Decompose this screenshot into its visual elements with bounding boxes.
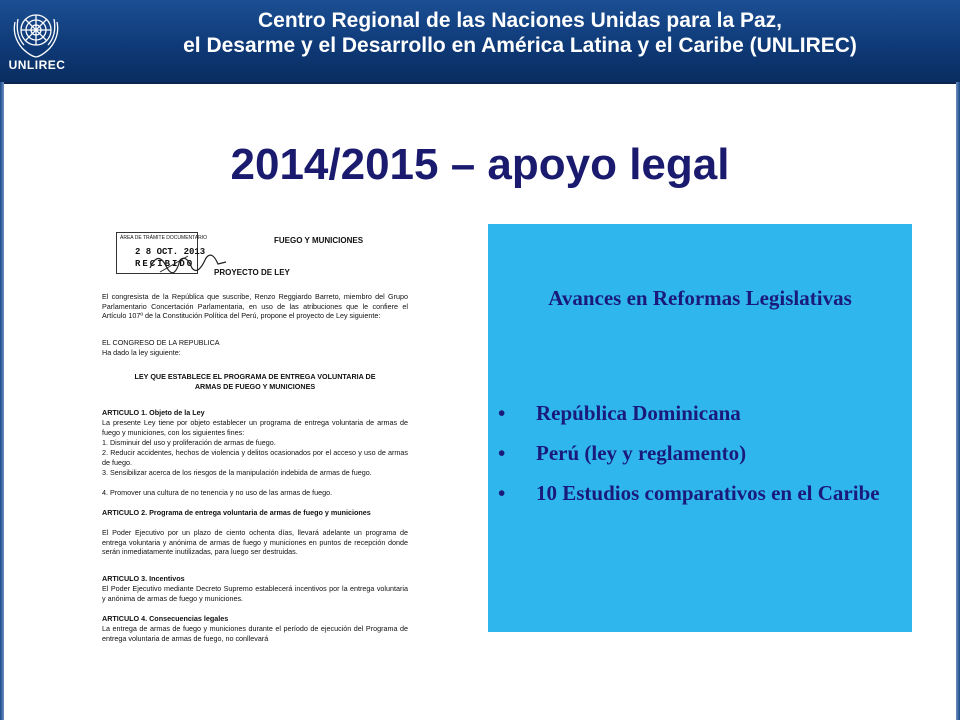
list-item [498,436,902,470]
article-3-title: ARTICULO 3. Incentivos [102,574,185,583]
document-intro: El congresista de la República que suscribe, Renzo Reggiardo Barreto, miembro del Grupo Parlamentario Concertación Parlamentaria, en uso de las atribuciones que le confiere el Artículo 107º de la Constitución Política del Perú, propone el proyecto de Ley siguiente: [102,292,408,321]
logo-label: UNLIREC [8,58,66,72]
stamp-date: 2 8 OCT. 2013 [135,247,206,257]
stamp-received: RECIBIDO [135,259,195,269]
article-1-body: La presente Ley tiene por objeto establecer un programa de entrega voluntaria de armas de fuego y municiones, con los siguientes fines: [102,418,408,437]
article-2-title: ARTICULO 2. Programa de entrega voluntaria de armas de fuego y municiones [102,508,371,517]
law-title-line-1: LEY QUE ESTABLECE EL PROGRAMA DE ENTREGA VOLUNTARIA DE [134,372,376,381]
header-banner [0,0,960,84]
article-1-item: 4. Promover una cultura de no tenencia y no uso de las armas de fuego. [102,488,333,497]
document-congress-line-2: Ha dado la ley siguiente: [102,348,181,357]
article-4-body: La entrega de armas de fuego y municiones durante el período de ejecución del Programa de entrega voluntaria de armas de fuego, no conllevará [102,624,408,643]
article-1-item: 3. Sensibilizar acerca de los riesgos de la manipulación indebida de armas de fuego. [102,468,372,477]
list-item-label: 10 Estudios comparativos en el Caribe [536,481,880,505]
list-item-label: República Dominicana [536,401,741,425]
list-item [498,396,902,430]
reforms-panel [488,224,912,632]
article-3-body: El Poder Ejecutivo mediante Decreto Supremo establecerá incentivos por la entrega voluntaria y anónima de armas de fuego y municiones. [102,584,408,603]
stamp-office: ÁREA DE TRÁMITE DOCUMENTARIO [120,235,208,241]
header-title-line-1: Centro Regional de las Naciones Unidas para la Paz, [258,9,782,32]
slide-title: 2014/2015 – apoyo legal [230,140,730,189]
list-item [498,476,902,510]
article-4-title: ARTICULO 4. Consecuencias legales [102,614,229,623]
scanned-law-document [98,226,414,646]
reforms-heading: Avances en Reformas Legislativas [548,286,852,310]
list-item-label: Perú (ley y reglamento) [536,441,747,465]
header-title-line-2: el Desarme y el Desarrollo en América Latina y el Caribe (UNLIREC) [183,34,857,57]
bullet-icon: • [498,401,506,425]
un-emblem-icon [6,2,66,62]
document-congress-line-1: EL CONGRESO DE LA REPUBLICA [102,338,220,347]
document-project-label: PROYECTO DE LEY [214,268,290,277]
bullet-icon: • [498,481,506,505]
article-1-item: 1. Disminuir del uso y proliferación de armas de fuego. [102,438,276,447]
article-1-title: ARTICULO 1. Objeto de la Ley [102,408,205,417]
reforms-list [498,396,902,516]
article-2-body: El Poder Ejecutivo por un plazo de ciento ochenta días, llevará adelante un programa de entrega voluntaria y anónima de armas de fuego y municiones en puntos de recepción donde serán inmediatamente inutilizadas, para luego ser destruidas. [102,528,408,557]
article-1-item: 2. Reducir accidentes, hechos de violencia y delitos ocasionados por el acceso y uso de armas de fuego. [102,448,408,467]
law-title-line-2: ARMAS DE FUEGO Y MUNICIONES [194,382,316,391]
document-header-right: FUEGO Y MUNICIONES [274,236,364,245]
bullet-icon: • [498,441,506,465]
